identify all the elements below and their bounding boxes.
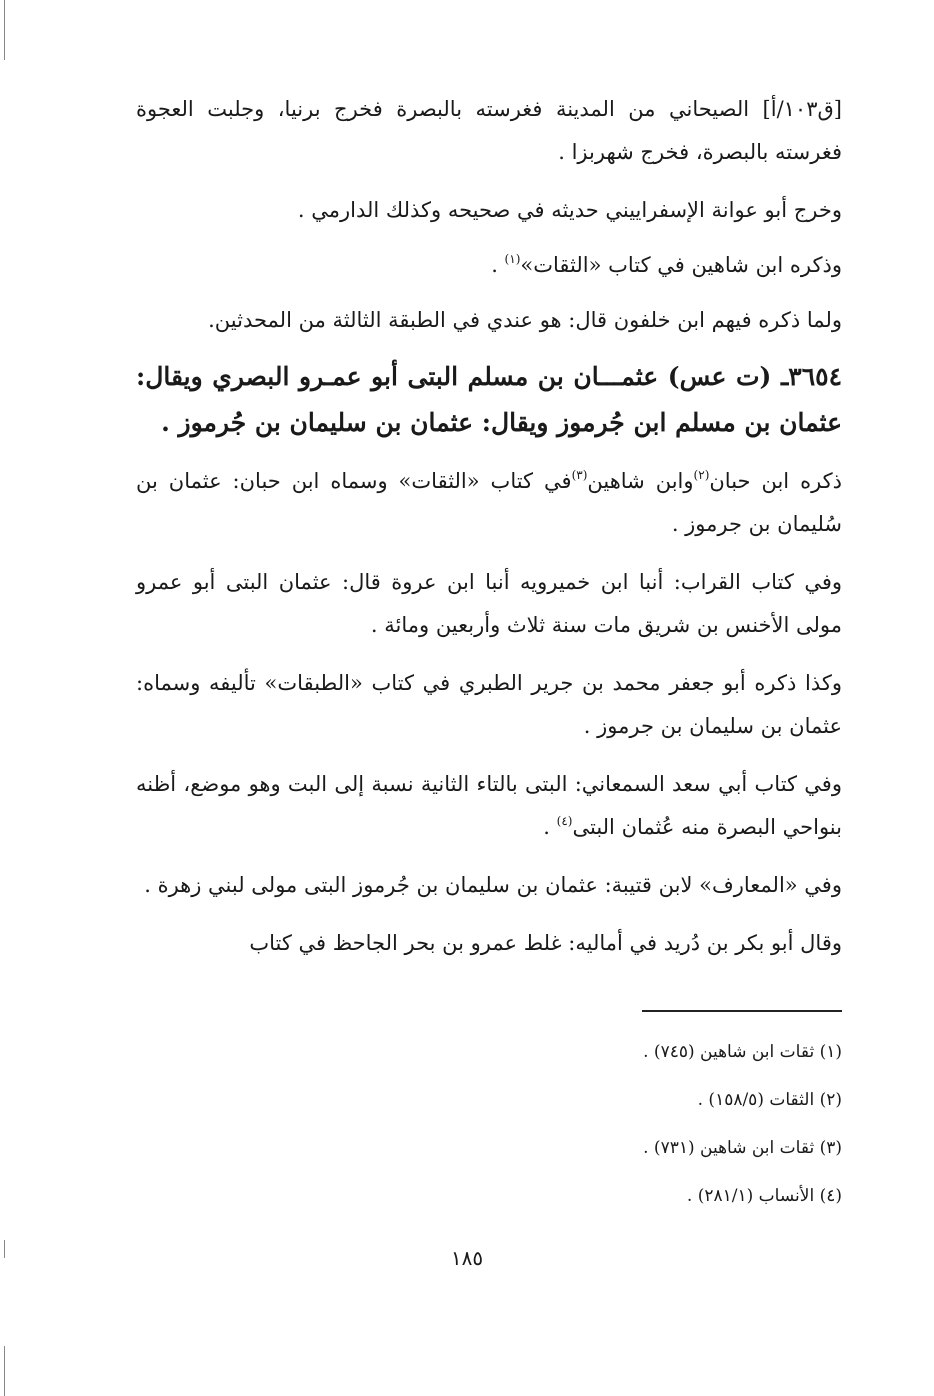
entry-heading: ٣٦٥٤ـ (ت عس) عثمـــان بن مسلم البتى أبو عمـرو البصري ويقال: عثمان بن مسلم ابن جُرموز ويقال: عثمان بن سليمان بن جُرموز .	[136, 362, 842, 437]
paragraph-9: وفي «المعارف» لابن قتيبة: عثمان بن سليمان بن جُرموز البتى مولى لبني زهرة .	[144, 873, 842, 897]
footnote-4: (٤) الأنساب (٢٨١/١) .	[686, 1186, 842, 1206]
paragraph-1: [ق١٠٣/أ] الصيحاني من المدينة فغرسته بالبصرة فخرج برنيا، وجلبت العجوة فغرسته بالبصرة، فخرج شهربزا .	[136, 97, 842, 164]
paragraph-3-text: وذكره ابن شاهين في كتاب «الثقات»	[520, 253, 842, 277]
footnote-ref-4[interactable]: (٤)	[556, 814, 573, 828]
paragraph-10: وقال أبو بكر بن دُريد في أماليه: غلط عمرو بن بحر الجاحظ في كتاب	[249, 931, 842, 955]
main-text	[136, 88, 842, 980]
paragraph-7: وكذا ذكره أبو جعفر محمد بن جرير الطبري في كتاب «الطبقات» تأليفه وسماه: عثمان بن سليمان بن جرموز .	[136, 671, 842, 738]
paragraph-3-end: .	[491, 253, 505, 277]
footnote-1: (١) ثقات ابن شاهين (٧٤٥) .	[643, 1042, 842, 1062]
paragraph-5-text-a: ذكره ابن حبان	[709, 469, 843, 493]
page-number: ١٨٥	[450, 1246, 484, 1270]
paragraph-5-text-b: وابن شاهين	[587, 469, 694, 493]
footnote-3: (٣) ثقات ابن شاهين (٧٣١) .	[643, 1138, 842, 1158]
footnote-2: (٢) الثقات (١٥٨/٥) .	[697, 1090, 842, 1110]
paragraph-8-end: .	[543, 815, 557, 839]
paragraph-8	[136, 763, 842, 849]
paragraph-2: وخرج أبو عوانة الإسفراييني حديثه في صحيحه وكذلك الدارمي .	[297, 198, 842, 222]
margin-scan-mark-top	[4, 0, 5, 60]
footnote-separator	[642, 1010, 842, 1012]
footnotes	[136, 1028, 842, 1220]
paragraph-8-text: وفي كتاب أبي سعد السمعاني: البتى بالتاء الثانية نسبة إلى البت وهو موضع، أظنه بنواحي البصرة منه عُثمان البتى	[136, 772, 842, 839]
footnote-ref-3[interactable]: (٣)	[571, 468, 588, 482]
paragraph-5	[136, 460, 842, 546]
paragraph-4: ولما ذكره فيهم ابن خلفون قال: هو عندي في الطبقة الثالثة من المحدثين.	[208, 308, 842, 332]
paragraph-6: وفي كتاب القراب: أنبا ابن خميرويه أنبا ابن عروة قال: عثمان البتى أبو عمرو مولى الأخنس بن شريق مات سنة ثلاث وأربعين ومائة .	[136, 570, 842, 637]
paragraph-5-text-c: في كتاب «الثقات» وسماه ابن حبان: عثمان بن سُليمان بن جرموز .	[136, 469, 842, 536]
footnote-ref-1[interactable]: (١)	[504, 252, 521, 266]
margin-scan-mark-bottom	[4, 1346, 5, 1396]
footnote-ref-2[interactable]: (٢)	[693, 468, 710, 482]
paragraph-3	[136, 244, 842, 287]
